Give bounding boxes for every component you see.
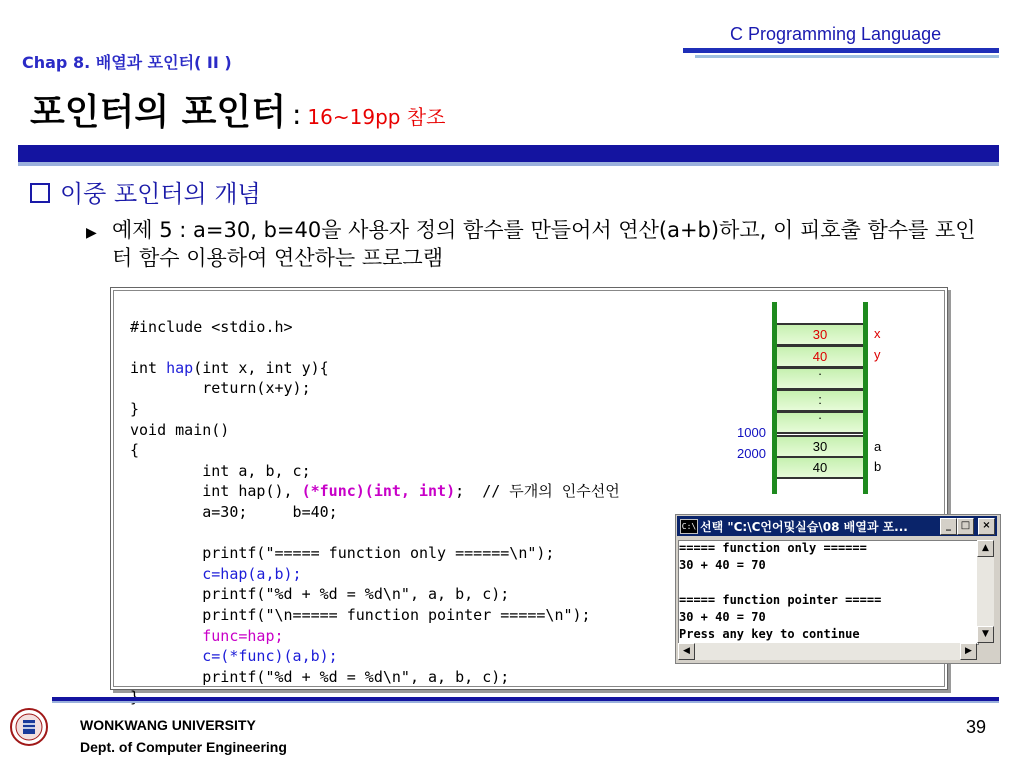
- memory-cell-value: 30: [812, 439, 828, 454]
- code-listing: [130, 296, 620, 708]
- university-name: WONKWANG UNIVERSITY: [80, 717, 256, 733]
- code-line: [130, 646, 620, 667]
- code-line: printf("===== function only ======\n");: [130, 544, 555, 563]
- code-line-blank: [130, 523, 620, 544]
- code-line: [130, 358, 620, 379]
- memory-cell: [777, 456, 863, 479]
- variable-label: a: [874, 439, 882, 454]
- title-bar-shadow: [18, 162, 999, 166]
- header-rule: [683, 48, 999, 53]
- scroll-left-icon[interactable]: ◀: [678, 643, 695, 660]
- code-line: [130, 481, 620, 502]
- memory-cell: [777, 407, 863, 434]
- code-token: (int x, int y){: [193, 358, 329, 377]
- code-token: int: [130, 358, 167, 377]
- department-name: Dept. of Computer Engineering: [80, 739, 287, 755]
- code-token-highlight: c=hap(a,b);: [202, 564, 302, 583]
- university-seal-logo: [10, 700, 48, 754]
- title-bar: [18, 145, 999, 162]
- code-token: [130, 565, 202, 583]
- slide-title-separator: :: [291, 98, 302, 131]
- address-label: 1000: [737, 425, 766, 440]
- header-rule-shadow: [695, 55, 999, 58]
- code-line: int a, b, c;: [130, 461, 311, 480]
- console-line: 30 + 40 = 70: [679, 609, 766, 624]
- console-line: ===== function only ======: [679, 541, 867, 555]
- address-label: 2000: [737, 446, 766, 461]
- chapter-label: Chap 8. 배열과 포인터( II ): [22, 53, 232, 72]
- console-line: ===== function pointer =====: [679, 592, 882, 607]
- slide-title-main: 포인터의 포인터: [30, 92, 286, 133]
- slide-title: [30, 84, 445, 135]
- scroll-down-icon[interactable]: ▼: [977, 626, 994, 643]
- code-token: [130, 627, 202, 645]
- memory-cell-dot: .: [818, 363, 822, 378]
- console-line: 30 + 40 = 70: [679, 558, 766, 573]
- memory-cell: [777, 435, 863, 458]
- code-token-comment: ; // 두개의 인수선언: [455, 482, 620, 501]
- memory-cell-value: 30: [812, 327, 828, 342]
- code-line: {: [130, 441, 140, 460]
- scroll-up-icon[interactable]: ▲: [977, 540, 994, 557]
- vertical-scrollbar[interactable]: [977, 540, 994, 643]
- horizontal-scrollbar[interactable]: [678, 643, 977, 660]
- console-line: Press any key to continue: [679, 626, 860, 641]
- code-line-blank: [130, 337, 620, 358]
- memory-cell: [777, 363, 863, 390]
- memory-cell-value: 40: [812, 349, 828, 364]
- memory-cell-value: 40: [812, 460, 828, 475]
- bullet-level-2: [86, 216, 990, 272]
- scroll-right-icon[interactable]: ▶: [960, 643, 977, 660]
- code-line: }: [130, 399, 140, 418]
- code-token: int hap(),: [130, 482, 302, 501]
- close-button[interactable]: ×: [978, 518, 995, 535]
- code-token-func-pointer-decl: (*func)(int, int): [301, 482, 456, 501]
- console-title: 선택 "C:\C언어및실습\08 배열과 포...: [700, 520, 908, 534]
- code-line: [130, 626, 620, 647]
- variable-label: y: [874, 347, 881, 362]
- console-line: [679, 574, 881, 591]
- bullet-level-1: [30, 174, 261, 209]
- slide-title-reference: 16~19pp 참조: [307, 105, 446, 129]
- variable-label: x: [874, 326, 881, 341]
- code-token: [130, 647, 202, 665]
- maximize-button[interactable]: □: [957, 518, 974, 535]
- code-line: a=30; b=40;: [130, 502, 338, 521]
- code-line: #include <stdio.h>: [130, 317, 293, 336]
- page-number: 39: [966, 717, 987, 737]
- code-token-highlight: func=hap;: [202, 626, 284, 645]
- memory-cell: [777, 323, 863, 346]
- code-line: return(x+y);: [130, 379, 311, 398]
- code-line: void main(): [130, 420, 230, 439]
- course-title: C Programming Language: [730, 24, 942, 44]
- triangle-bullet-icon: ▶: [86, 225, 97, 241]
- variable-label: b: [874, 459, 882, 474]
- code-line: printf("%d + %d = %d\n", a, b, c);: [130, 667, 510, 686]
- footer-rule-shadow: [52, 701, 999, 703]
- bullet-level-2-text: 예제 5 : a=30, b=40을 사용자 정의 함수를 만들어서 연산(a+b)하고, 이 피호출 함수를 포인터 함수 이용하여 연산하는 프로그램: [112, 218, 976, 270]
- minimize-button[interactable]: _: [940, 518, 957, 535]
- code-line: printf("\n===== function pointer =====\n");: [130, 605, 591, 624]
- memory-cell-dot: :: [818, 392, 822, 407]
- code-token-highlight: c=(*func)(a,b);: [202, 647, 338, 666]
- code-line: printf("%d + %d = %d\n", a, b, c);: [130, 585, 510, 604]
- code-line: [130, 564, 620, 585]
- checkbox-bullet-icon: [30, 183, 50, 203]
- console-output: [679, 540, 881, 643]
- console-app-icon: C:\: [680, 519, 698, 534]
- bullet-level-1-text: 이중 포인터의 개념: [60, 180, 261, 208]
- code-token-function-name: hap: [166, 358, 194, 377]
- memory-cell-dot: .: [818, 407, 822, 422]
